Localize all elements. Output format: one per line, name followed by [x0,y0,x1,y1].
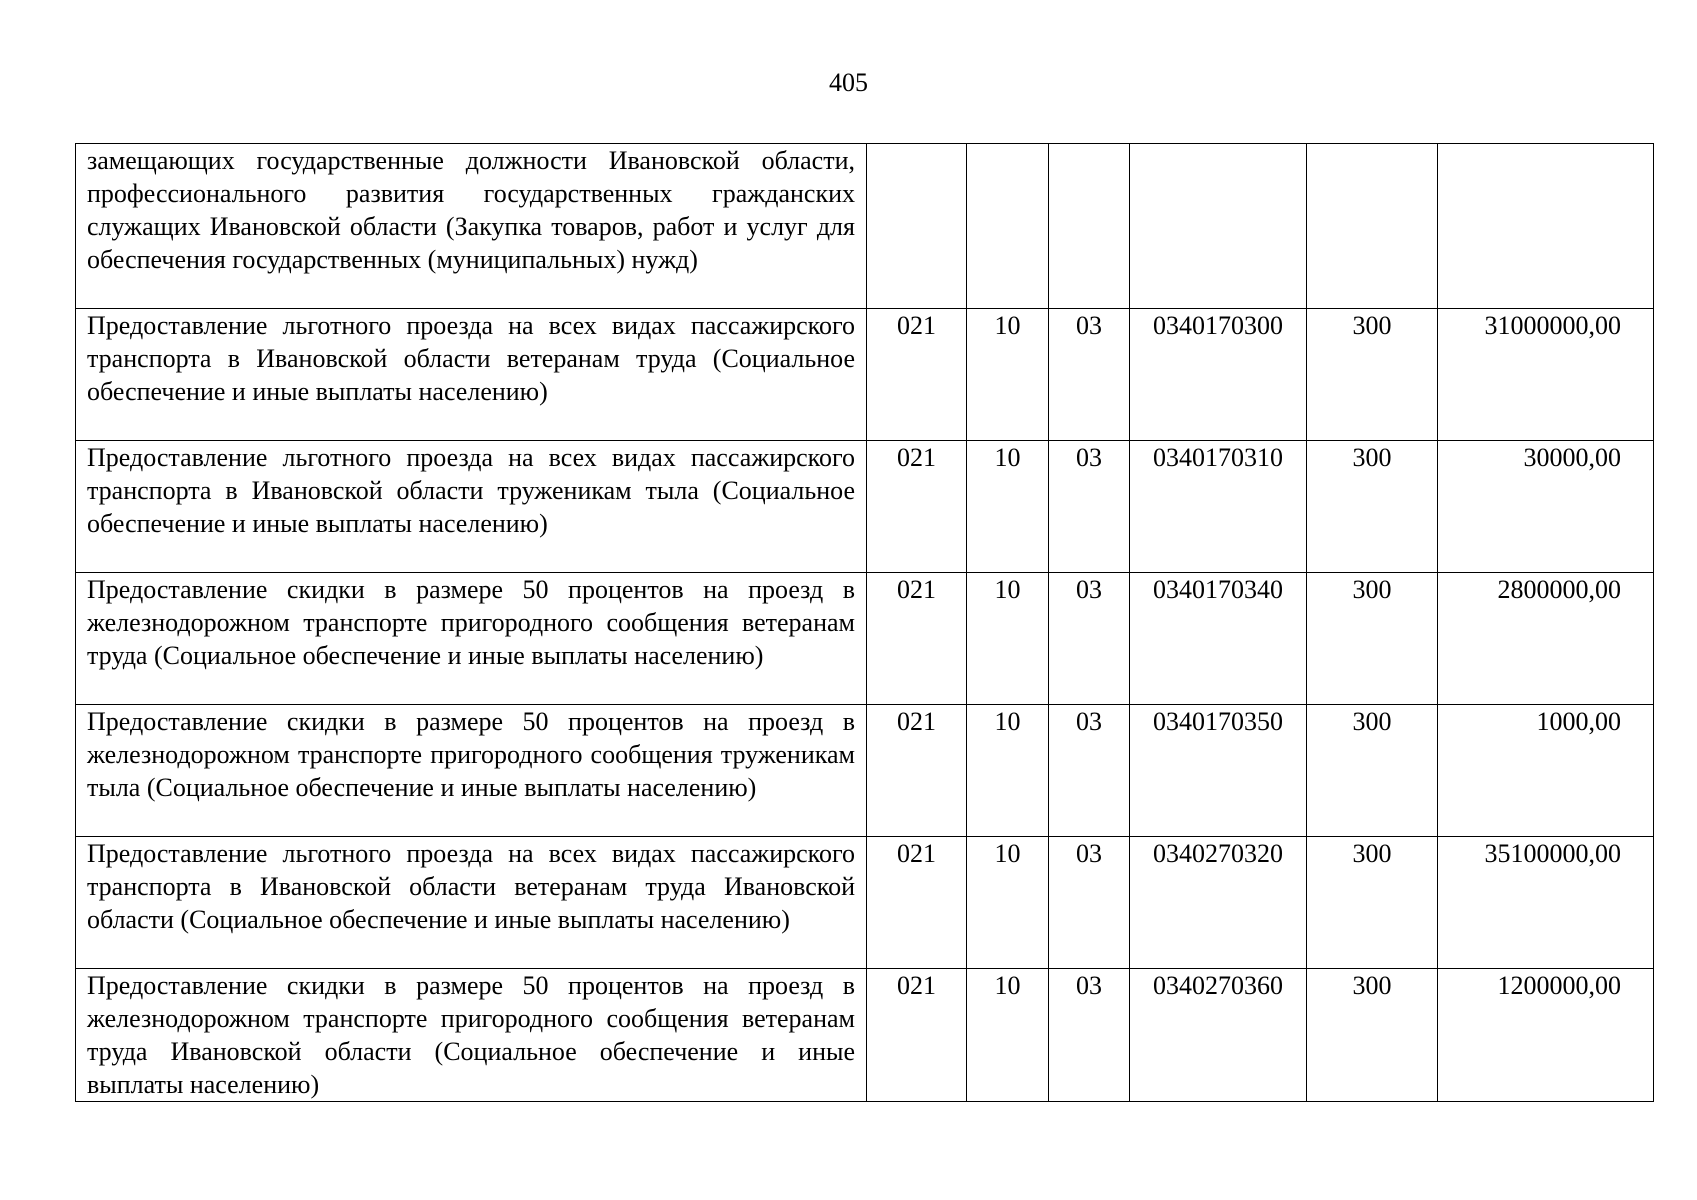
amount [1438,144,1654,309]
table-row [76,705,1654,837]
row-description: замещающих государственные должности Ивановской области, профессионального развития государственных гражданских служащих Ивановской области (Закупка товаров, работ и услуг для обеспечения государственных (муниципальных) нужд) [76,144,867,309]
amount: 1000,00 [1438,705,1654,837]
expense-type-code [1307,144,1438,309]
subsection-code: 03 [1049,441,1130,573]
section-code: 10 [967,573,1049,705]
subsection-code: 03 [1049,309,1130,441]
admin-code: 021 [867,969,967,1102]
target-article-code [1130,144,1307,309]
section-code: 10 [967,837,1049,969]
admin-code: 021 [867,441,967,573]
row-description: Предоставление скидки в размере 50 процентов на проезд в железнодорожном транспорте пригородного сообщения ветеранам труда Ивановской области (Социальное обеспечение и иные выплаты населению) [76,969,867,1102]
row-description: Предоставление льготного проезда на всех видах пассажирского транспорта в Ивановской области ветеранам труда (Социальное обеспечение и иные выплаты населению) [76,309,867,441]
table-row [76,969,1654,1102]
section-code: 10 [967,969,1049,1102]
table-row [76,144,1654,309]
admin-code [867,144,967,309]
subsection-code: 03 [1049,573,1130,705]
target-article-code: 0340170350 [1130,705,1307,837]
admin-code: 021 [867,705,967,837]
page-number: 405 [829,68,868,97]
row-description: Предоставление скидки в размере 50 процентов на проезд в железнодорожном транспорте пригородного сообщения ветеранам труда (Социальное обеспечение и иные выплаты населению) [76,573,867,705]
row-description: Предоставление скидки в размере 50 процентов на проезд в железнодорожном транспорте пригородного сообщения труженикам тыла (Социальное обеспечение и иные выплаты населению) [76,705,867,837]
admin-code: 021 [867,837,967,969]
budget-table [75,143,1654,1102]
expense-type-code: 300 [1307,441,1438,573]
expense-type-code: 300 [1307,969,1438,1102]
subsection-code: 03 [1049,705,1130,837]
amount: 31000000,00 [1438,309,1654,441]
target-article-code: 0340170300 [1130,309,1307,441]
expense-type-code: 300 [1307,705,1438,837]
target-article-code: 0340170310 [1130,441,1307,573]
table-row [76,309,1654,441]
section-code: 10 [967,705,1049,837]
section-code: 10 [967,309,1049,441]
table-row [76,837,1654,969]
admin-code: 021 [867,309,967,441]
table-row [76,573,1654,705]
target-article-code: 0340170340 [1130,573,1307,705]
admin-code: 021 [867,573,967,705]
subsection-code: 03 [1049,837,1130,969]
row-description: Предоставление льготного проезда на всех видах пассажирского транспорта в Ивановской области ветеранам труда Ивановской области (Социальное обеспечение и иные выплаты населению) [76,837,867,969]
expense-type-code: 300 [1307,573,1438,705]
section-code: 10 [967,441,1049,573]
expense-type-code: 300 [1307,309,1438,441]
amount: 2800000,00 [1438,573,1654,705]
amount: 30000,00 [1438,441,1654,573]
row-description: Предоставление льготного проезда на всех видах пассажирского транспорта в Ивановской области труженикам тыла (Социальное обеспечение и иные выплаты населению) [76,441,867,573]
amount: 1200000,00 [1438,969,1654,1102]
section-code [967,144,1049,309]
subsection-code [1049,144,1130,309]
subsection-code: 03 [1049,969,1130,1102]
table-row [76,441,1654,573]
amount: 35100000,00 [1438,837,1654,969]
target-article-code: 0340270360 [1130,969,1307,1102]
expense-type-code: 300 [1307,837,1438,969]
target-article-code: 0340270320 [1130,837,1307,969]
